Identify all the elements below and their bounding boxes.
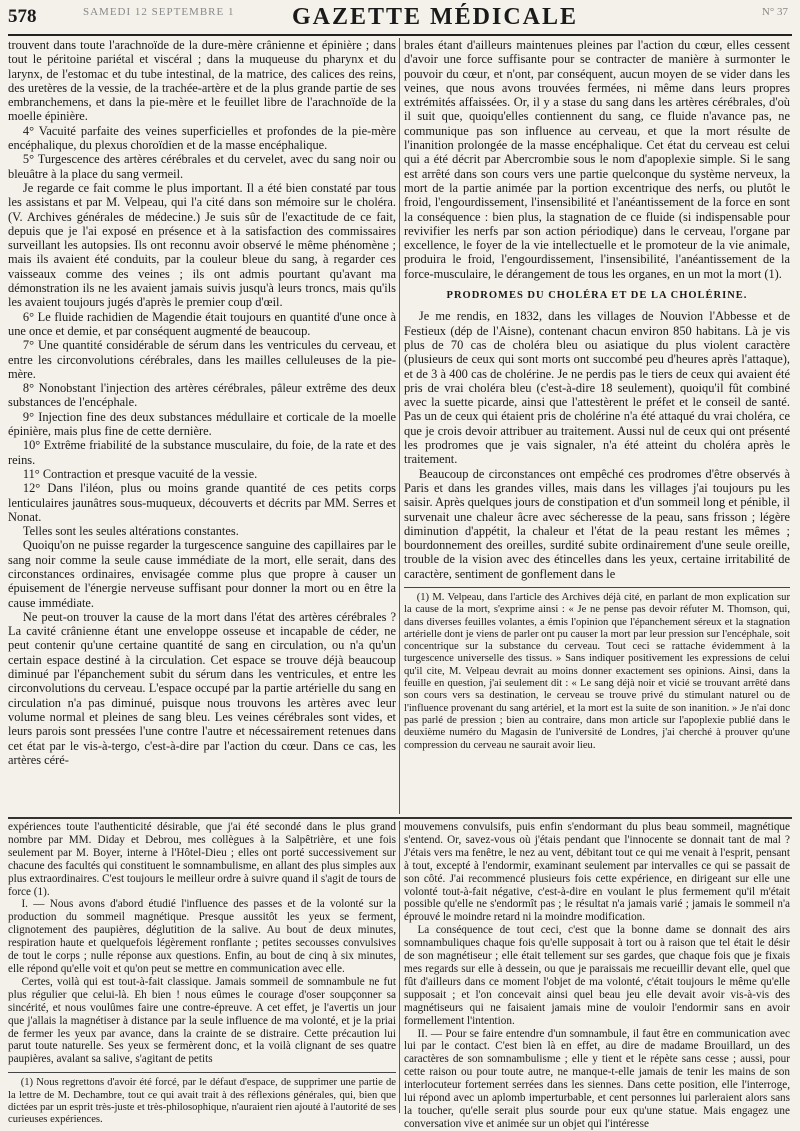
column-divider: [399, 821, 400, 1113]
section-heading: PRODROMES DU CHOLÉRA ET DE LA CHOLÉRINE.: [446, 290, 748, 302]
paragraph: mouvemens convulsifs, puis enfin s'endormant du plus beau sommeil, magnétique s'entend. Or, savez-vous où j'étais pendant que l'innocente se donnait tant de mal ? J'étais vers ma fenêtre, le nez au vent, débitant tout ce qui me venait à l'esprit, pensant à tout, excepté à l'endormir, examinant seulement par intervalles ce qui se passait de son côté. J'ai recommencé plusieurs fois cette expérience, en dirigeant sur elle une volonté tout-à-fait négative, c'est-à-dire en voulant le plus fermement qu'il m'était possible qu'elle ne s'endormît pas ; le résultat n'a jamais varié ; jamais le sommeil n'a éprouvé le moindre retard ni la moindre modification.: [404, 821, 790, 924]
column-bottom-right: [404, 821, 790, 1130]
footnote-divider: [8, 1072, 396, 1073]
paragraph: I. — Nous avons d'abord étudié l'influence des passes et de la volonté sur la production du sommeil magnétique. Presque aussitôt les yeux se ferment, clignotement des paupières, déglutition de la salive. Au bout de deux minutes, respiration haute et quelquefois légèrement ronflante ; petites secousses convulsives de tout le corps ; nulle réponse aux questions. Enfin, au bout de cinq à six minutes, elle répond qu'elle voit et qu'on peut se mettre en communication avec elle.: [8, 898, 396, 975]
paragraph: 9° Injection fine des deux substances médullaire et corticale de la moelle épinière, mais plus fine de cette dernière.: [8, 409, 396, 439]
footnote-divider: [404, 587, 790, 588]
paragraph: 8° Nonobstant l'injection des artères cérébrales, pâleur extrême des deux substances de l'encéphale.: [8, 381, 396, 410]
paragraph: Ne peut-on trouver la cause de la mort dans l'état des artères cérébrales ? La cavité crânienne étant une enveloppe osseuse et incapable de céder, ne peut contenir qu'une certaine quantité de sang en circulation, ou n'a qu'un certain espace destiné à la circulation. Cet espace se trouve déjà beaucoup diminué par l'épanchement subit du sérum dans les ventricules, et entre les circonvolutions du cerveau. L'espace occupé par la partie artérielle du sang en circulation n'a pas diminué, puisque nous trouvons les artères avec leur volume normal et pleines de sang bleu. Les veines cérébrales sont vides, et leurs parois sont pressées l'une contre l'autre et nécessairement retenues dans cet état par le vis-à-tergo, c'est-à-dire par l'action du cœur. Dans ce cas, les artères céré-: [8, 609, 396, 767]
section-divider: [8, 817, 792, 819]
paragraph: Telles sont les seules altérations constantes.: [22, 524, 239, 539]
footnote: (1) Nous regrettons d'avoir été forcé, par le défaut d'espace, de supprimer une partie de la lettre de M. Dechambre, tout ce qui avait trait à des réflexions générales, qui, bien que dictées par un esprit très-juste et très-philosophique, n'auraient rien ajouté à l'autorité de ses curieuses expériences.: [8, 1077, 397, 1126]
paragraph: 7° Une quantité considérable de sérum dans les ventricules du cerveau, et entre les circonvolutions cérébrales, dans les mailles celluleuses de la pie-mère.: [8, 338, 396, 381]
paragraph: brales étant d'ailleurs maintenues pleines par l'action du cœur, elles cessent d'avoir une force suffisante pour se contracter de manière à surmonter le pouvoir du cœur, et n'ont, par conséquent, aucun moyen de se vider dans les veines, que nous avons trouvées fermées, ni même dans leurs propres extrémités affaissées. Or, il y a stase du sang dans les artères cérébrales, d'où il suit que, quoiqu'elles contiennent du sang, ce fluide n'avance pas, ne communique pas son influence au cerveau, et que la mort résulte de l'inanition prolongée de la masse encéphalique. Cet état du cerveau est celui qui a été décrit par Abercrombie sous le nom d'apoplexie simple. Si le sang est arrêté dans son cours vers une partie quelconque du système nerveux, la mort de la partie animée par la portion excentrique des nerfs, ou plutôt le froid, l'engourdissement, l'insensibilité et l'anéantissement de la force en sont la conséquence : bien plus, la stagnation de ce fluide (si indispensable pour revivifier les nerfs par son action périodique) dans le cerveau, l'organe par excellence, le foyer de la vie intellectuelle et le promoteur de la vie animale, produira le froid, l'engourdissement, l'insensibilité, l'anéantissement de la force-musculaire, le dérangement de tous les organes, en un mot la mort (1).: [404, 38, 790, 281]
paragraph: Je regarde ce fait comme le plus important. Il a été bien constaté par tous les assistans et par M. Velpeau, qui l'a cité dans son mémoire sur le choléra. (V. Archives générales de médecine.) Je suis sûr de l'exactitude de ce fait, depuis que je l'ai exposé en présence et à la satisfaction des commissaires surveillant les autopsies. Ils ont reconnu avoir observé le même phénomène ; mais ils avaient été conduits, par la couleur bleue du sang, à regarder ces vaisseaux comme des veines ; ils ont admis pourtant qu'avant ma démonstration ils ne les avaient jamais suivis jusqu'à leurs troncs, mais qu'ils les avaient toujours jugés d'après le premier coup d'œil.: [8, 180, 396, 310]
paragraph: 12° Dans l'iléon, plus ou moins grande quantité de ces petits corps lenticulaires jaunâtres sous-muqueux, découverts et décrits par MM. Serres et Nonat.: [8, 481, 396, 524]
paragraph: Quoiqu'on ne puisse regarder la turgescence sanguine des capillaires par le sang noir comme la seule cause immédiate de la mort, elle serait, dans des circonstances ordinaires, envisagée comme plus que propre à causer un épuisement de l'énergie nerveuse suffisant pour donner la mort ou en être la cause immédiate.: [8, 538, 396, 610]
column-top-right: [404, 38, 790, 814]
paragraph: Je me rendis, en 1832, dans les villages de Nouvion l'Abbesse et de Festieux (dép de l'Aisne), contenant chacun environ 850 habitans. Là je vis plus de 70 cas de choléra bleu ou asiatique du plus violent caractère (plusieurs de ceux qui sont morts ont succombé peu d'heures après l'attaque), et de 3 à 400 cas de cholérine. Je ne perdis pas le tiers de ceux qui avaient été pris de vrai choléra bleu (c'est-à-dire 18 seulement), quoiqu'il fût combiné avec la suette picarde, ainsi que l'attestèrent le préfet et le conseil de santé. Pas un de ceux qui étaient pris de cholérine n'a été attaqué du vrai choléra, ce que je crois devoir attribuer au traitement. Aussi nul de ceux qui ont présenté les prodromes que je vais signaler, n'a été atteint du choléra après le traitement.: [404, 309, 790, 467]
paragraph: trouvent dans toute l'arachnoïde de la dure-mère crânienne et épinière ; dans tout le péritoine pariétal et viscéral ; dans la muqueuse du pharynx et du larynx, de l'estomac et du tube intestinal, de la matrice, des calices des reins, des uretères de la vessie, de la trachée-artère et de la plus grande partie de ses embranchemens, et dans la pie-mère et le feuillet libre de l'arachnoïde de la moelle épinière.: [8, 38, 396, 124]
paragraph: 6° Le fluide rachidien de Magendie était toujours en quantité d'une once à une once et demie, et par conséquent augmenté de beaucoup.: [8, 309, 396, 338]
issue-number: N° 37: [761, 6, 788, 18]
page-header: [8, 0, 792, 36]
issue-date: SAMEDI 12 SEPTEMBRE 1: [83, 6, 235, 18]
footnote: (1) M. Velpeau, dans l'article des Archives déjà cité, en parlant de mon explication sur la cause de la mort, s'exprime ainsi : « Je ne pense pas devoir réfuter M. Thomson, qui, dans diverses feuilles volantes, a émis l'opinion que l'épanchement séreux et la stagnation artérielle dont je viens de parler ont pu causer la mort par leur pression sur l'encéphale, soit concentrique sur la substance du cerveau. Tout ceci se rattache évidemment à la turgescence universelle des tissus. » Sans indiquer positivement les expressions de celui qu'il cite, M. Velpeau devrait au moins donner exactement ses opinions. Ainsi, dans la feuille en question, j'ai seulement dit : « Le sang déjà noir et vicié se trouvant arrêté dans son cours vers sa destination, le cerveau se trouve privé du stimulant naturel ou de l'influence provenant du sang artériel, et la mort est la suite de son inanition. » Je n'ai donc pas parlé de pression ; bien au contraire, dans mon article sur l'apoplexie publié dans le deuxième numéro du Magasin de l'université de Londres, j'ai cherché à prouver qu'une compression du cerveau ne saurait avoir lieu.: [404, 591, 790, 751]
paragraph: 5° Turgescence des artères cérébrales et du cervelet, avec du sang noir ou bleuâtre à la place du sang vermeil.: [8, 152, 396, 181]
journal-title: GAZETTE MÉDICALE: [291, 3, 579, 30]
paragraph: Certes, voilà qui est tout-à-fait classique. Jamais sommeil de somnambule ne fut plus régulier que celui-là. Eh bien ! nous eûmes le courage d'oser soupçonner sa sincérité, et nous voulûmes faire une contre-épreuve. A cet effet, je l'avertis un jour que j'allais la magnétiser à distance par la seule influence de ma volonté, et je la priai de fermer les yeux par avance, dans la crainte de se distraire. Cette précaution lui parut toute naturelle. Ses yeux se fermèrent donc, et la voilà clignant de ses quatre paupières, avalant sa salive, s'agitant de petits: [8, 975, 396, 1066]
paragraph: Beaucoup de circonstances ont empêché ces prodromes d'être observés à Paris et dans les grandes villes, mais dans les villages j'ai toujours pu les saisir. Après quelques jours de constipation et d'un sommeil long et pénible, il survenait une chaleur âcre avec sécheresse de la peau, sans frisson ; légère diminution d'appétit, la chaleur et l'état de la peau restant les mêmes ; bourdonnement des oreilles, surdité subite ordinairement d'une seule oreille, trouble de la vision avec des étincelles dans les yeux, certaine irritabilité de caractère, sentiment de gonflement dans le: [404, 466, 790, 581]
column-top-left: [8, 38, 396, 814]
paragraph: expériences toute l'authenticité désirable, que j'ai été secondé dans le plus grand nombre par MM. Diday et Debrou, mes collègues à la Salpêtrière, et une fois seulement par M. Boyer, interne à l'Hôtel-Dieu ; elles ont porté successivement sur chacune des facultés qui constituent le somnambulisme, en allant des plus simples aux plus extraordinaires. C'est toujours le meilleur ordre à suivre quand il s'agit de tours de force (1).: [8, 821, 396, 898]
page-number: 578: [8, 6, 37, 27]
paragraph: 4° Vacuité parfaite des veines superficielles et profondes de la pie-mère encéphalique, du plexus choroïdien et de la masse encéphalique.: [8, 123, 396, 153]
column-divider: [399, 38, 400, 814]
column-bottom-left: [8, 821, 397, 1126]
paragraph: II. — Pour se faire entendre d'un somnambule, il faut être en communication avec lui par le contact. C'est bien là en effet, au dire de madame Brouillard, un des caractères de son somnambulisme ; elle y tient et le répète sans cesse ; aussi, pour cette raison ou pour toute autre, ne manque-t-elle jamais de tenir les mains de son interlocuteur fortement serrées dans les siennes. Dans cette position, elle l'interroge, lui répond avec un aplomb imperturbable, et cent personnes lui parleraient alors sans la toucher, qu'elle serait plus sourde pour eux qu'une statue. Mais engagez une conversation vive et animée sur un objet qui l'intéresse: [404, 1027, 790, 1130]
paragraph: La conséquence de tout ceci, c'est que la bonne dame se donnait des airs somnambuliques chaque fois qu'elle supposait à tort ou à raison que tel était le désir de son magnétiseur ; elle était tellement sur ses gardes, que chaque fois que je fixais mes regards sur elle à dessein, ou que je paraissais me recueillir devant elle, quel que fût d'ailleurs dans ce moment l'objet de ma volonté, c'était toujours le même qu'elle supposait ; et l'on concevait ainsi quel beau jeu elle devait avoir vis-à-vis des magnétiseurs qui ne faisaient jamais mine de vouloir l'endormir sans en avoir formellement l'intention.: [404, 924, 790, 1027]
paragraph: 10° Extrême friabilité de la substance musculaire, du foie, de la rate et des reins.: [8, 438, 396, 467]
paragraph: 11° Contraction et presque vacuité de la vessie.: [22, 466, 258, 481]
